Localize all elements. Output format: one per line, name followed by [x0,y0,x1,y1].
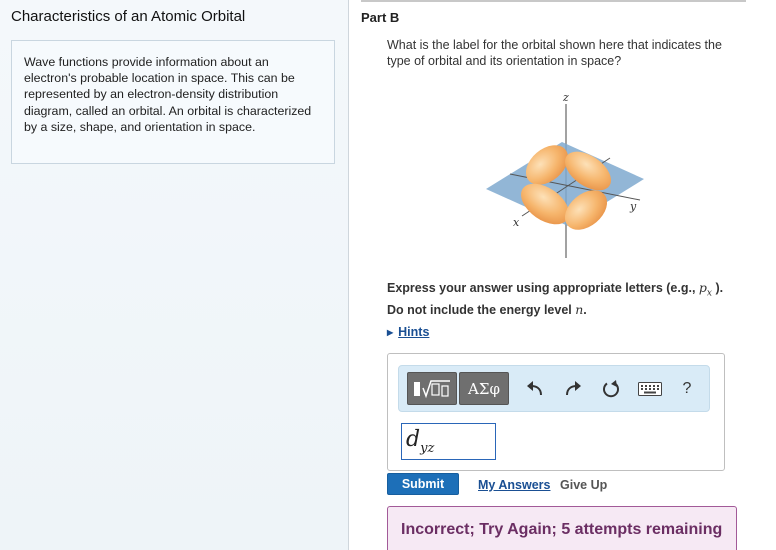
instructions-line2: Do not include the energy level [387,302,576,317]
axis-label-z: z [563,91,569,104]
part-label: Part B [361,10,400,25]
example-variable: $p_x$ [698,280,712,299]
answer-input[interactable] [401,423,496,460]
answer-panel [387,353,725,471]
help-button[interactable]: ? [682,380,692,397]
page-title: Characteristics of an Atomic Orbital [11,8,246,25]
math-toolbar [398,365,710,412]
give-up-link[interactable]: Give Up [560,478,608,492]
intro-box [11,40,335,164]
left-pane [0,0,349,550]
undo-icon[interactable] [523,376,547,402]
divider [361,0,746,2]
axis-label-y: y [630,200,637,213]
my-answers-link[interactable]: My Answers [478,478,551,492]
orbital-figure [480,86,650,261]
greek-symbols-button[interactable]: ΑΣφ [459,372,509,405]
axis-label-x: x [513,216,520,229]
instructions: Express your answer using appropriate letters (e.g., $p_x$ ). Do not include the energy level n. [387,280,724,317]
feedback-text: Incorrect; Try Again; 5 attempts remaining [401,521,723,538]
instructions-suffix: ). [712,281,724,295]
feedback-banner [387,506,737,550]
reset-icon[interactable] [599,376,623,402]
templates-button[interactable] [407,372,457,405]
templates-icon [412,378,452,400]
right-pane [350,0,776,550]
keyboard-icon[interactable] [637,376,663,402]
question-text: What is the label for the orbital shown here that indicates the type of orbital and its orientation in space? [387,38,722,68]
submit-button[interactable]: Submit [387,473,459,495]
answer-main: d [406,427,421,452]
energy-level-variable: n [575,301,584,317]
triangle-right-icon: ▶ [387,327,394,337]
intro-text: Wave functions provide information about an electron's probable location in space. This can be represented by an electron-density distribution diagram, called an orbital. An orbital is characterized by a size, shape, and orientation in space. [24,55,312,134]
hints-toggle[interactable] [387,325,429,339]
answer-subscript: yz [420,441,435,456]
redo-icon[interactable] [561,376,585,402]
hints-label: Hints [398,325,430,339]
instructions-line1: Express your answer using appropriate letters (e.g., [387,281,699,295]
